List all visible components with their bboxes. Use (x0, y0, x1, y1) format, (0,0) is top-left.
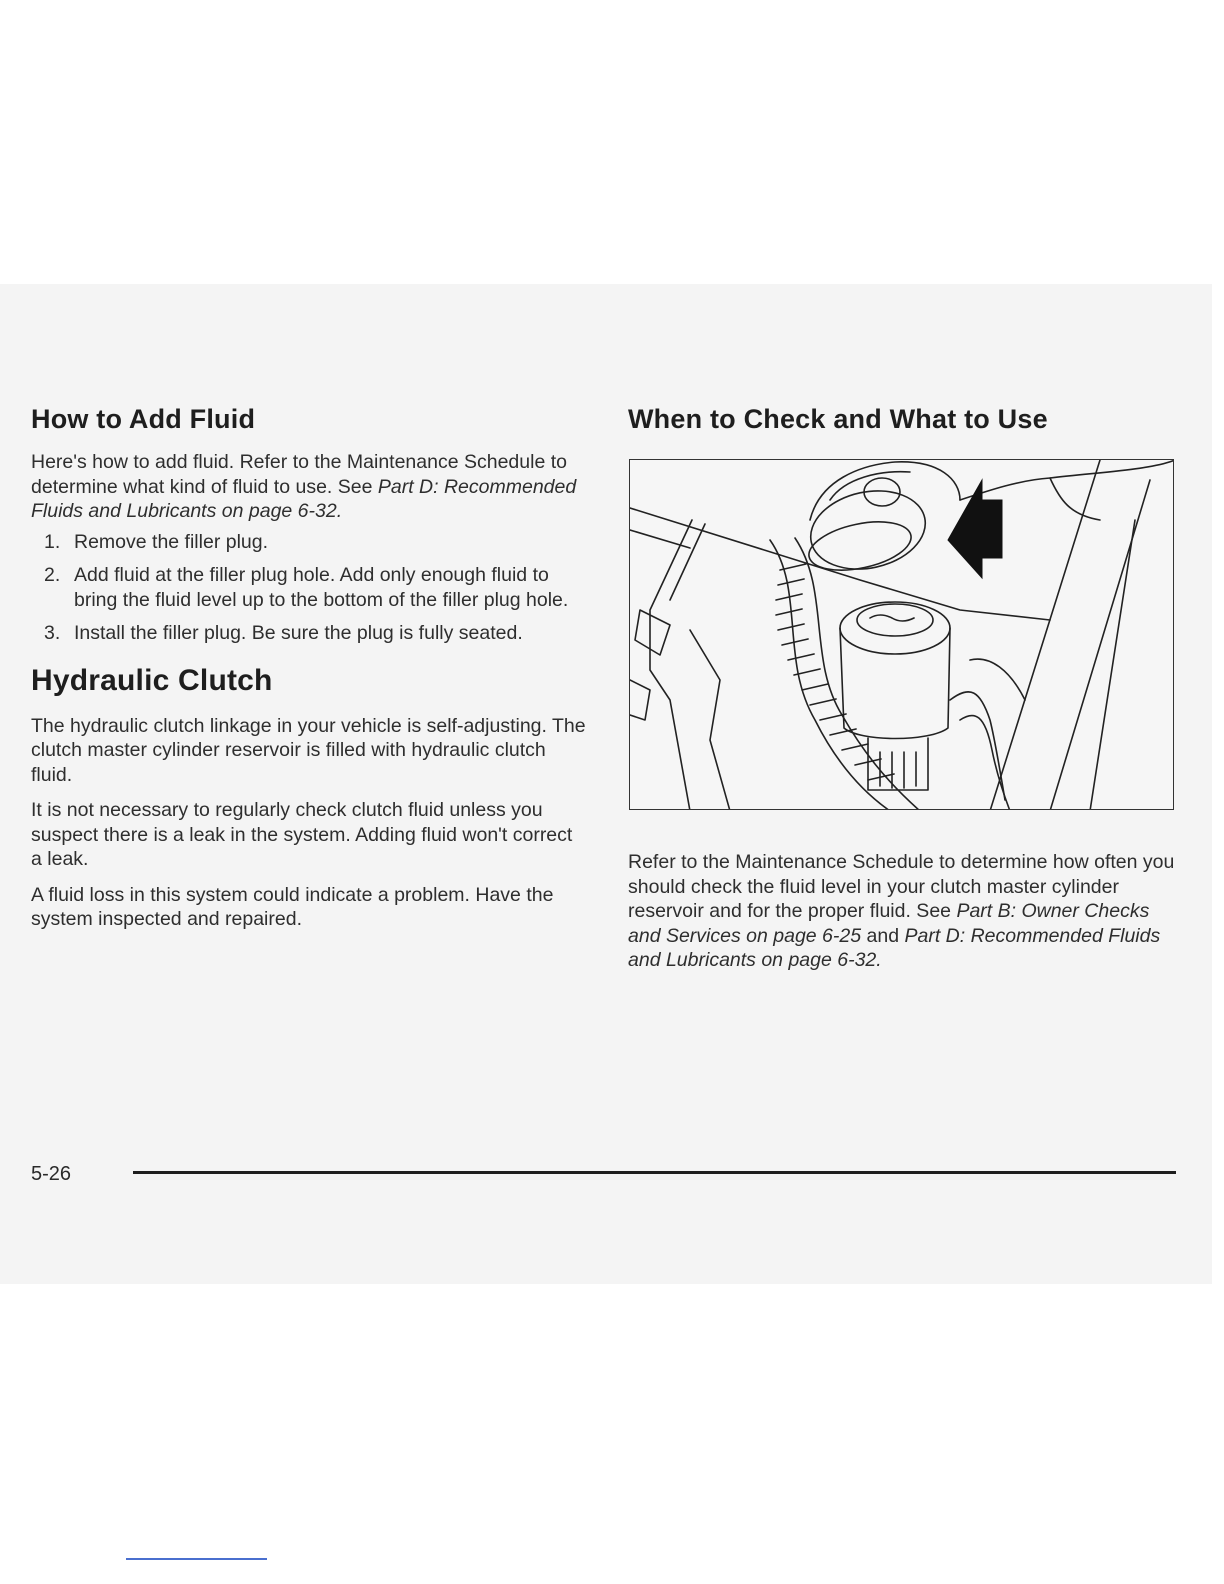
clutch-paragraph: A fluid loss in this system could indicate a problem. Have the system inspected and repaired. (31, 883, 554, 930)
owner-checks-reference-link[interactable]: Part B: Owner Checks and Services on page 6-25 (628, 900, 1150, 947)
recommended-fluids-reference-link[interactable]: Part D: Recommended Fluids and Lubricants on page 6-32. (628, 924, 1161, 971)
check-and: and (866, 924, 900, 947)
arrow-icon (948, 480, 1002, 578)
footer-divider (133, 1171, 1176, 1174)
clutch-reservoir-illustration (629, 459, 1174, 810)
list-item (31, 530, 586, 555)
step-number: 2. (44, 564, 61, 586)
clutch-paragraph: The hydraulic clutch linkage in your vehicle is self-adjusting. The clutch master cylinder reservoir is filled with hydraulic clutch fluid. (31, 714, 586, 786)
hydraulic-clutch-heading: Hydraulic Clutch (31, 663, 273, 697)
step-text: Install the filler plug. Be sure the plug is fully seated. (74, 622, 523, 644)
bottom-link-underline (126, 1558, 267, 1560)
page-number: 5-26 (31, 1163, 72, 1185)
check-text: Refer to the Maintenance Schedule to determine how often you should check the fluid level in your clutch master cylinder reservoir and for the proper fluid. See (628, 851, 1175, 922)
step-number: 3. (44, 622, 61, 644)
clutch-paragraph: It is not necessary to regularly check clutch fluid unless you suspect there is a leak in the system. Adding fluid won't correct a leak. (31, 799, 573, 870)
check-text-block (628, 850, 1176, 973)
add-fluid-heading: How to Add Fluid (31, 404, 256, 434)
add-fluid-steps-list (31, 530, 586, 646)
right-column (628, 398, 1176, 440)
list-item (31, 621, 586, 646)
step-text: Add fluid at the filler plug hole. Add only enough fluid to bring the fluid level up to the bottom of the filler plug hole. (74, 564, 569, 611)
add-fluid-intro-text: Here's how to add fluid. Refer to the Maintenance Schedule to determine what kind of fluid to use. See (31, 451, 567, 498)
step-number: 1. (44, 530, 61, 553)
when-to-check-heading: When to Check and What to Use (628, 404, 1048, 434)
reservoir-drawing (630, 460, 1174, 810)
step-text: Remove the filler plug. (74, 530, 269, 553)
left-column (31, 398, 586, 932)
list-item (31, 563, 586, 612)
add-fluid-reference-link[interactable]: Part D: Recommended Fluids and Lubricants on page 6-32. (31, 475, 577, 522)
add-fluid-intro-paragraph (31, 450, 586, 524)
check-paragraph (628, 850, 1176, 973)
